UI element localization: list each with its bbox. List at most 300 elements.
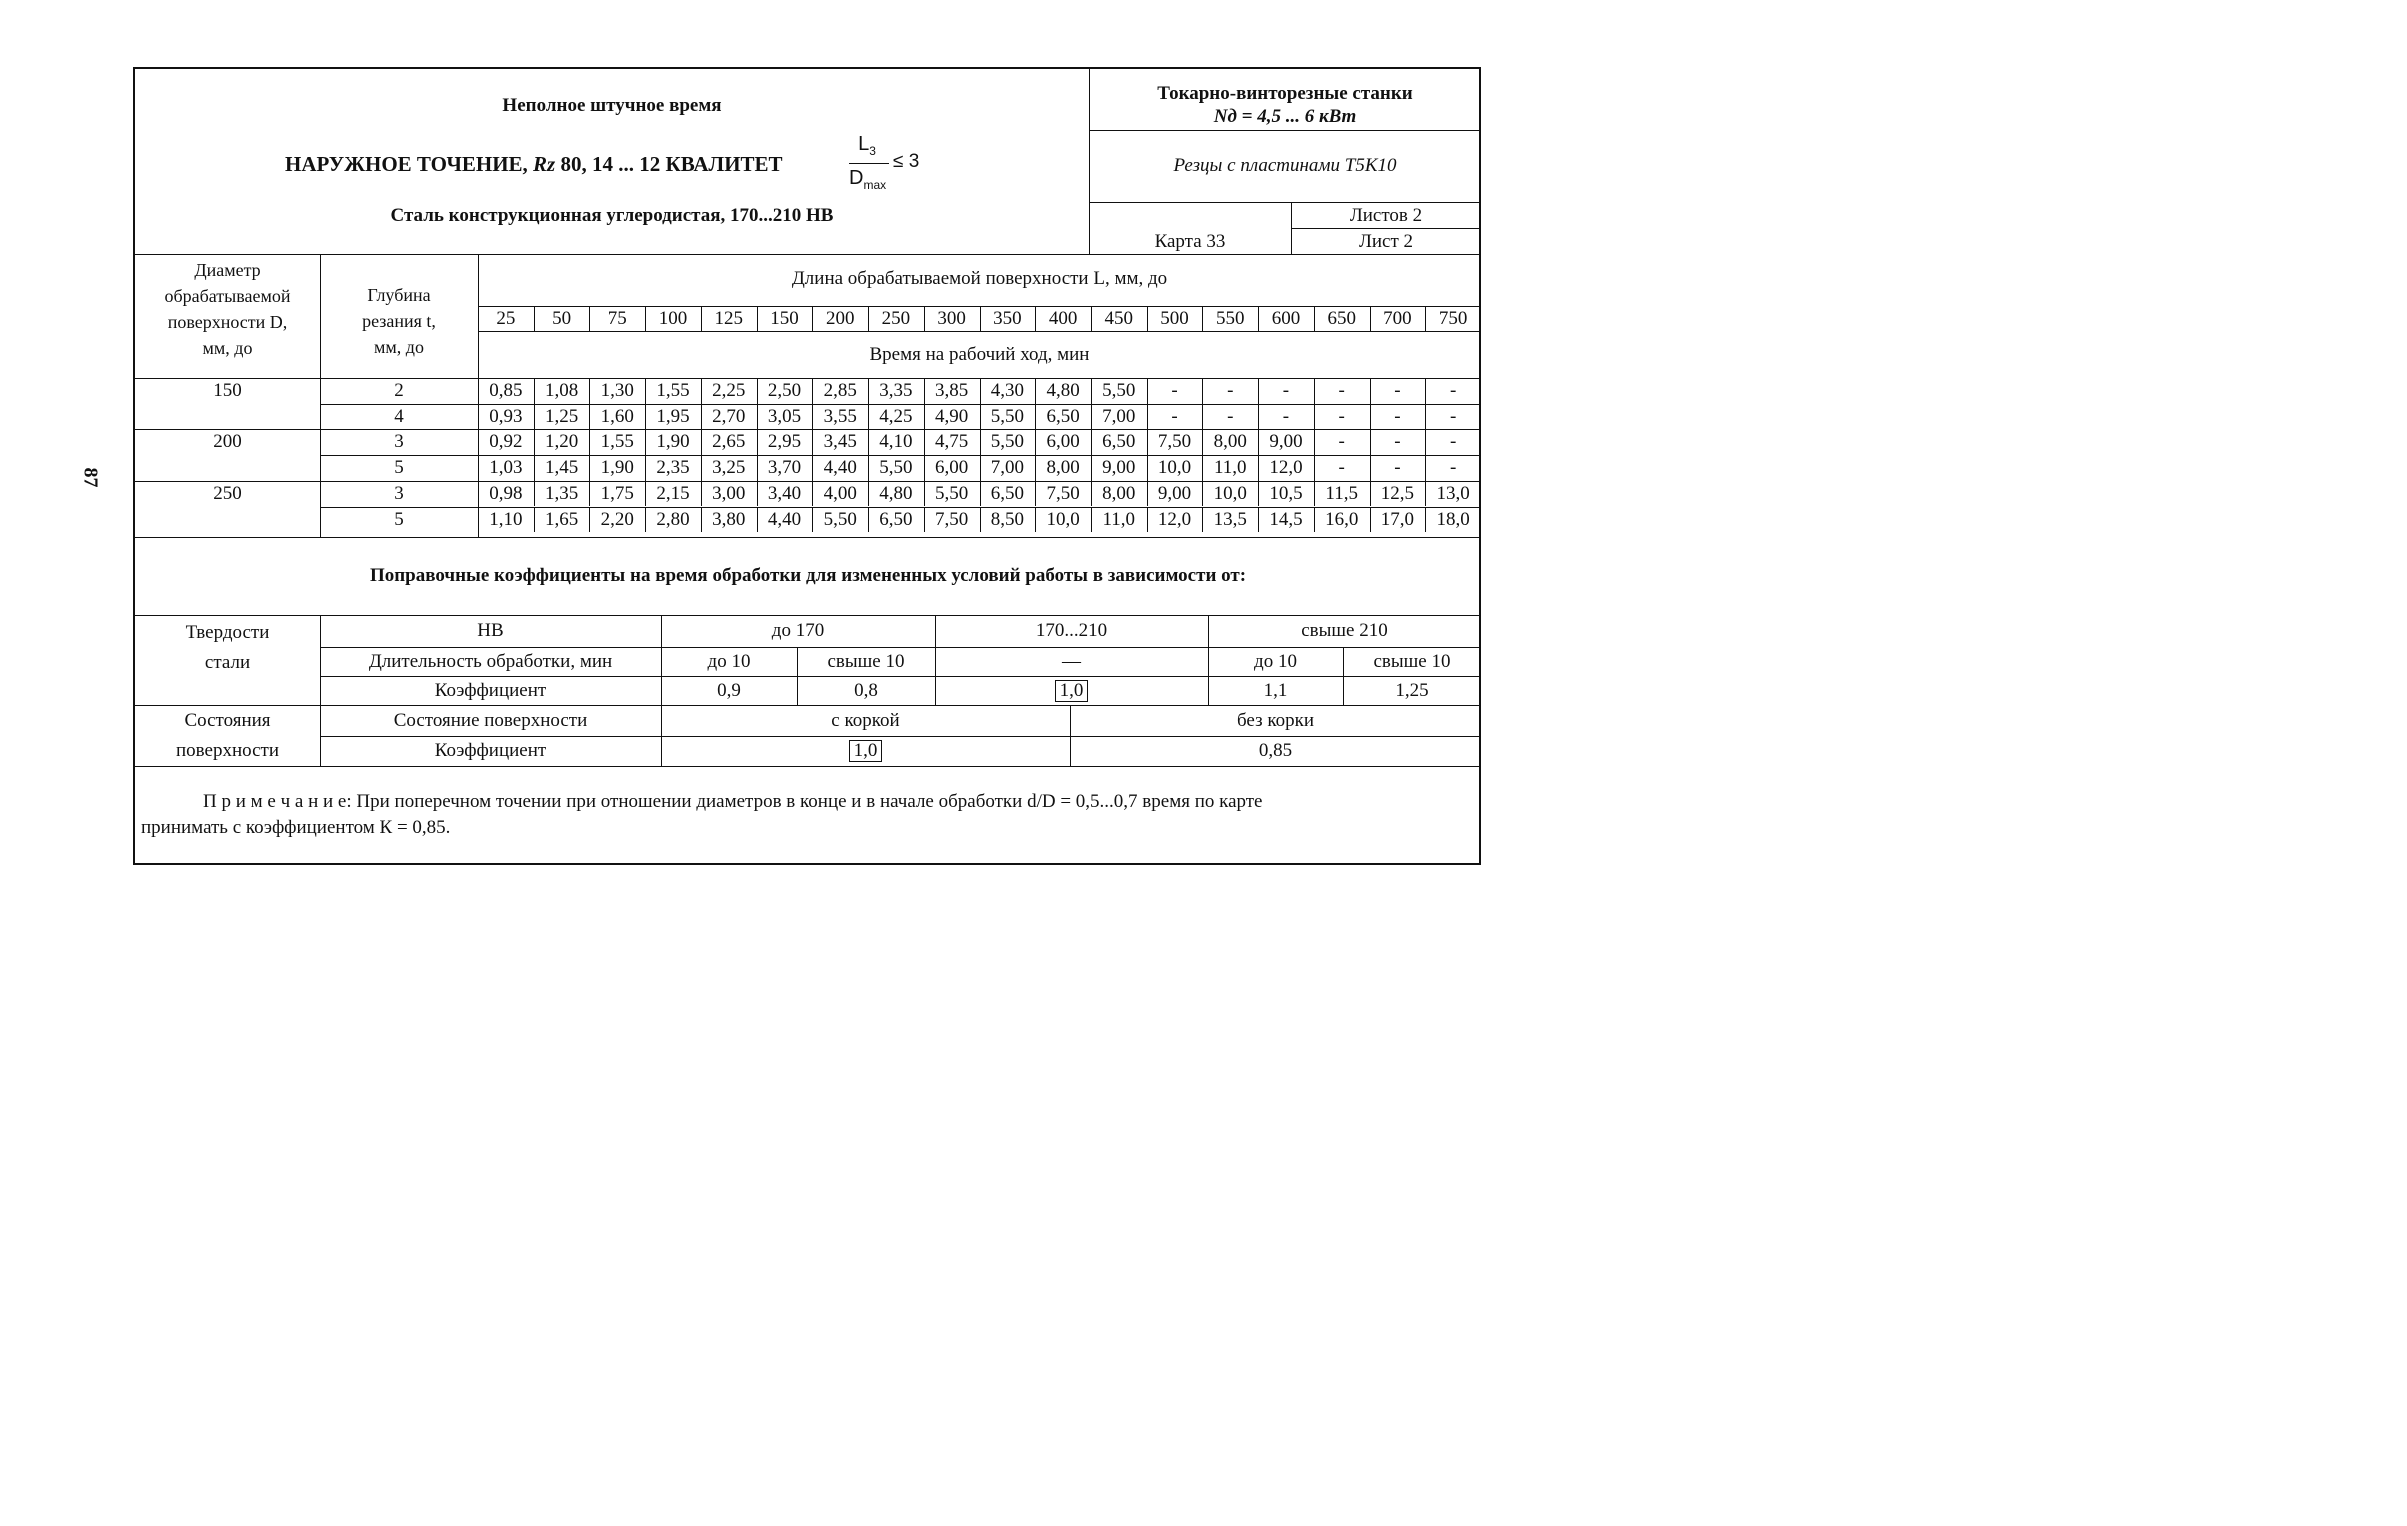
time-value: 1,55 xyxy=(600,431,634,453)
note-prefix: П р и м е ч а н и е xyxy=(203,791,347,812)
time-col-sep xyxy=(1147,429,1148,455)
operation-params: 80, 14 ... 12 КВАЛИТЕТ xyxy=(560,152,783,176)
time-value: 10,0 xyxy=(1213,482,1247,504)
duration-value: свыше 10 xyxy=(827,651,905,672)
line-header-bottom xyxy=(135,254,1481,255)
length-col-sep xyxy=(812,306,813,331)
frac-den-letter: D xyxy=(849,167,864,189)
time-value: 4,25 xyxy=(879,405,913,427)
surface-coef: 0,85 xyxy=(1258,740,1293,761)
time-col-sep xyxy=(868,429,869,455)
time-col-sep xyxy=(1202,378,1203,404)
time-value: - xyxy=(1338,457,1345,479)
depth-value: 5 xyxy=(394,508,404,530)
time-value: 4,75 xyxy=(935,431,969,453)
time-col-sep xyxy=(1425,481,1426,507)
note-line-2: принимать с коэффициентом К = 0,85. xyxy=(141,817,451,838)
time-value: 1,25 xyxy=(544,405,579,427)
time-value: 1,10 xyxy=(489,508,523,530)
time-col-sep xyxy=(1258,481,1259,507)
time-col-sep xyxy=(1035,378,1036,404)
length-col-sep xyxy=(757,306,758,331)
time-col-sep xyxy=(589,378,590,404)
time-value: 1,75 xyxy=(600,482,634,504)
time-col-sep xyxy=(701,378,702,404)
length-value: 500 xyxy=(1160,308,1189,329)
surface-coef-value: 1,0 xyxy=(849,740,883,762)
rz-symbol: Rz xyxy=(533,152,556,176)
time-col-sep xyxy=(589,429,590,455)
time-value: 1,55 xyxy=(656,380,690,401)
length-col-sep xyxy=(1314,306,1315,331)
time-col-sep xyxy=(645,507,646,533)
time-col-sep xyxy=(868,507,869,533)
time-value: 2,15 xyxy=(656,482,690,504)
fraction-line xyxy=(849,163,889,164)
time-col-sep xyxy=(1091,378,1092,404)
page-number: 87 xyxy=(79,467,102,488)
hardness-coef-value: 0,9 xyxy=(717,680,741,701)
time-value: 1,60 xyxy=(600,405,634,427)
length-col-sep xyxy=(924,306,925,331)
length-value: 50 xyxy=(552,308,572,329)
time-col-sep xyxy=(868,455,869,481)
diameter-header-line: Диаметр xyxy=(194,260,261,280)
time-value: 1,65 xyxy=(544,508,579,530)
time-value: 2,35 xyxy=(656,457,690,479)
length-col-sep xyxy=(701,306,702,331)
time-value: 7,00 xyxy=(990,457,1024,479)
time-value: 6,50 xyxy=(990,482,1024,504)
length-col-sep xyxy=(868,306,869,331)
time-col-sep xyxy=(924,507,925,533)
length-col-sep xyxy=(1202,306,1203,331)
time-value: 2,50 xyxy=(767,380,802,401)
time-value: - xyxy=(1282,405,1290,427)
time-value: 5,50 xyxy=(990,431,1024,453)
duration-value: — xyxy=(1062,651,1081,672)
time-value: 3,05 xyxy=(767,405,802,427)
time-col-sep xyxy=(980,455,981,481)
time-col-sep xyxy=(924,455,925,481)
length-value: 75 xyxy=(607,308,627,329)
time-col-sep xyxy=(589,507,590,533)
time-value: - xyxy=(1171,380,1178,401)
ratio-formula xyxy=(847,133,937,199)
time-col-sep xyxy=(812,404,813,430)
hardness-label: стали xyxy=(204,652,251,673)
frac-numerator xyxy=(847,133,887,158)
time-col-sep xyxy=(1258,378,1259,404)
card-number: Карта 33 xyxy=(1154,231,1226,252)
length-value: 250 xyxy=(881,308,911,329)
time-value: - xyxy=(1449,457,1457,479)
time-col-sep xyxy=(1202,455,1203,481)
length-col-sep xyxy=(1035,306,1036,331)
time-col-sep xyxy=(1091,429,1092,455)
hardness-coef xyxy=(797,679,935,703)
hardness-coef-value: 1,0 xyxy=(1055,680,1089,702)
time-col-sep xyxy=(1425,378,1426,404)
line-table-bottom xyxy=(135,537,1481,538)
time-col-sep xyxy=(589,481,590,507)
time-col-sep xyxy=(1314,481,1315,507)
time-col-sep xyxy=(757,429,758,455)
time-value: 1,03 xyxy=(489,457,523,479)
time-col-sep xyxy=(1035,455,1036,481)
time-value: 1,35 xyxy=(544,482,579,504)
time-value: - xyxy=(1449,405,1457,427)
time-col-sep xyxy=(812,507,813,533)
material-title: Сталь конструкционная углеродистая, 170...210 НВ xyxy=(390,205,834,226)
length-col-sep xyxy=(1370,306,1371,331)
length-value: 150 xyxy=(770,308,799,329)
time-col-sep xyxy=(1258,429,1259,455)
duration-label: Длительность обработки, мин xyxy=(368,651,613,672)
time-col-sep xyxy=(924,404,925,430)
time-value: 2,25 xyxy=(712,380,746,401)
depth-header-line: мм, до xyxy=(374,337,424,357)
time-col-sep xyxy=(1425,455,1426,481)
length-value: 200 xyxy=(825,308,855,329)
time-col-sep xyxy=(812,481,813,507)
time-col-sep xyxy=(1425,429,1426,455)
time-value: 1,90 xyxy=(656,431,690,453)
header-line-2 xyxy=(1089,202,1481,203)
corr-row-sep xyxy=(320,736,1481,737)
time-value: - xyxy=(1338,431,1345,453)
time-value: 11,0 xyxy=(1102,508,1136,530)
depth-value: 3 xyxy=(394,482,404,504)
time-value: 3,45 xyxy=(823,431,857,453)
time-col-sep xyxy=(1035,481,1036,507)
hardness-coef-value: 1,25 xyxy=(1395,680,1429,701)
time-col-sep xyxy=(1147,455,1148,481)
time-value: - xyxy=(1227,380,1234,401)
length-col-sep xyxy=(980,306,981,331)
time-value: - xyxy=(1394,405,1401,427)
diameter-value: 150 xyxy=(213,380,242,401)
time-value: 10,5 xyxy=(1269,482,1303,504)
time-value: 1,95 xyxy=(656,405,690,427)
time-value: - xyxy=(1171,405,1178,427)
time-col-sep xyxy=(701,429,702,455)
depth-header-line: резания t, xyxy=(362,311,436,331)
time-col-sep xyxy=(1202,507,1203,533)
length-value: 550 xyxy=(1215,308,1245,329)
time-col-sep xyxy=(1091,404,1092,430)
duration-value: до 10 xyxy=(1254,651,1297,672)
time-col-sep xyxy=(534,481,535,507)
time-col-sep xyxy=(1147,481,1148,507)
time-value: 5,50 xyxy=(990,405,1024,427)
time-value: 12,5 xyxy=(1380,482,1415,504)
surface-label: поверхности xyxy=(175,740,279,761)
time-value: 3,25 xyxy=(712,457,746,479)
time-col-sep xyxy=(1035,507,1036,533)
sheets-total: Листов 2 xyxy=(1349,205,1423,226)
time-value: 8,50 xyxy=(990,508,1024,530)
time-value: 2,80 xyxy=(656,508,690,530)
time-value: 1,30 xyxy=(600,380,634,401)
time-col-sep xyxy=(1147,378,1148,404)
note-line-1 xyxy=(203,791,1263,813)
time-value: 1,90 xyxy=(600,457,634,479)
length-value: 650 xyxy=(1327,308,1356,329)
time-value: 6,50 xyxy=(1046,405,1080,427)
time-value: 18,0 xyxy=(1436,508,1470,530)
length-value: 400 xyxy=(1048,308,1078,329)
time-value: - xyxy=(1394,431,1401,453)
time-col-sep xyxy=(1258,507,1259,533)
time-value: 12,0 xyxy=(1157,508,1192,530)
time-value: 4,10 xyxy=(879,431,913,453)
time-value: 8,00 xyxy=(1102,482,1136,504)
diameter-value: 250 xyxy=(213,482,242,504)
time-value: 13,5 xyxy=(1213,508,1247,530)
time-col-sep xyxy=(1091,481,1092,507)
corr-row-sep xyxy=(320,676,1481,677)
time-col-sep xyxy=(1314,404,1315,430)
time-value: 5,50 xyxy=(935,482,969,504)
note-text: : При поперечном точении при отношении диаметров в конце и в начале обработки d/D = 0,5...0,7 время по карте xyxy=(346,791,1263,812)
time-value: - xyxy=(1394,457,1401,479)
time-value: 3,00 xyxy=(712,482,746,504)
corr-row-sep xyxy=(135,705,1481,706)
time-value: 5,50 xyxy=(1102,380,1136,401)
time-value: 3,80 xyxy=(712,508,746,530)
time-value: 2,70 xyxy=(712,405,746,427)
time-value: 11,5 xyxy=(1325,482,1358,504)
time-col-sep xyxy=(534,378,535,404)
frac-condition: ≤ 3 xyxy=(893,151,920,172)
time-col-sep xyxy=(757,455,758,481)
time-col-sep xyxy=(1258,404,1259,430)
length-value: 125 xyxy=(714,308,743,329)
length-header: Длина обрабатываемой поверхности L, мм, до xyxy=(791,268,1168,289)
time-value: 8,00 xyxy=(1213,431,1247,453)
time-col-sep xyxy=(645,404,646,430)
diameter-header-line: мм, до xyxy=(202,338,253,358)
time-col-sep xyxy=(812,429,813,455)
time-col-sep xyxy=(757,378,758,404)
header-title: Неполное штучное время xyxy=(502,95,722,116)
time-value: - xyxy=(1282,380,1290,401)
time-value: 13,0 xyxy=(1436,482,1470,504)
time-col-sep xyxy=(924,481,925,507)
length-col-sep xyxy=(1147,306,1148,331)
corrections-title: Поправочные коэффициенты на время обработки для измененных условий работы в зависимости от: xyxy=(369,565,1247,586)
time-value: - xyxy=(1449,431,1457,453)
time-col-sep xyxy=(1202,429,1203,455)
diameter-value: 200 xyxy=(213,431,242,453)
time-col-sep xyxy=(1091,455,1092,481)
time-value: - xyxy=(1338,380,1345,401)
length-value: 25 xyxy=(496,308,516,329)
time-value: 4,00 xyxy=(823,482,857,504)
norm-card xyxy=(133,67,1481,865)
time-value: 5,50 xyxy=(879,457,913,479)
time-col-sep xyxy=(534,429,535,455)
time-value: 6,00 xyxy=(935,457,969,479)
time-col-sep xyxy=(868,404,869,430)
time-value: 1,20 xyxy=(544,431,579,453)
time-col-sep xyxy=(534,404,535,430)
time-col-sep xyxy=(1091,507,1092,533)
time-col-sep xyxy=(1314,378,1315,404)
operation-name: НАРУЖНОЕ ТОЧЕНИЕ, xyxy=(285,152,528,176)
time-value: - xyxy=(1449,380,1457,401)
depth-header-line: Глубина xyxy=(367,285,431,305)
time-value: 0,85 xyxy=(489,380,523,401)
surface-state: без корки xyxy=(1236,710,1314,731)
length-col-sep xyxy=(1091,306,1092,331)
time-col-sep xyxy=(1147,507,1148,533)
time-col-sep xyxy=(701,455,702,481)
depth-value: 4 xyxy=(394,405,404,427)
time-col-sep xyxy=(1314,455,1315,481)
frac-num-sub: 3 xyxy=(869,144,876,158)
length-value: 300 xyxy=(937,308,966,329)
hardness-coef xyxy=(935,679,1208,703)
surface-coef-label: Коэффициент xyxy=(434,740,547,761)
time-col-sep xyxy=(1370,481,1371,507)
time-value: 0,98 xyxy=(489,482,523,504)
time-col-sep xyxy=(1202,404,1203,430)
depth-value: 3 xyxy=(394,431,404,453)
time-value: 4,80 xyxy=(879,482,913,504)
time-value: 6,50 xyxy=(1102,431,1136,453)
time-header: Время на рабочий ход, мин xyxy=(869,344,1090,365)
corr-row-sep xyxy=(320,647,1481,648)
time-value: 5,50 xyxy=(823,508,857,530)
length-value: 700 xyxy=(1383,308,1412,329)
time-col-sep xyxy=(534,455,535,481)
time-col-sep xyxy=(980,404,981,430)
hardness-label: Твердости xyxy=(185,622,270,643)
time-value: 7,00 xyxy=(1102,405,1136,427)
time-col-sep xyxy=(1202,481,1203,507)
coef-label: Коэффициент xyxy=(434,680,547,701)
time-value: 9,00 xyxy=(1269,431,1303,453)
duration-value: до 10 xyxy=(707,651,751,672)
time-value: 1,45 xyxy=(544,457,579,479)
time-col-sep xyxy=(1370,507,1371,533)
time-value: 7,50 xyxy=(935,508,969,530)
time-col-sep xyxy=(645,378,646,404)
time-value: 4,80 xyxy=(1046,380,1080,401)
time-value: 1,08 xyxy=(544,380,579,401)
time-value: 4,30 xyxy=(990,380,1024,401)
tool-type: Резцы с пластинами Т5К10 xyxy=(1173,155,1397,176)
length-col-sep xyxy=(589,306,590,331)
time-col-sep xyxy=(1425,404,1426,430)
hb-label: НВ xyxy=(477,620,504,641)
time-col-sep xyxy=(868,481,869,507)
time-value: 0,92 xyxy=(489,431,523,453)
time-value: 9,00 xyxy=(1102,457,1136,479)
time-col-sep xyxy=(1370,455,1371,481)
time-value: 12,0 xyxy=(1269,457,1303,479)
line-corr-top xyxy=(135,615,1481,616)
time-value: 2,20 xyxy=(600,508,634,530)
time-col-sep xyxy=(980,481,981,507)
hb-range: до 170 xyxy=(771,620,825,641)
hardness-coef xyxy=(1343,679,1481,703)
time-col-sep xyxy=(645,481,646,507)
time-value: 3,70 xyxy=(767,457,802,479)
time-col-sep xyxy=(924,378,925,404)
hb-range: свыше 210 xyxy=(1301,620,1388,641)
time-value: 10,0 xyxy=(1157,457,1192,479)
hardness-coef-value: 1,1 xyxy=(1263,680,1288,701)
time-value: 3,85 xyxy=(935,380,969,401)
hb-range: 170...210 xyxy=(1035,620,1108,641)
time-value: 6,50 xyxy=(879,508,913,530)
time-value: 0,93 xyxy=(489,405,523,427)
surface-coef xyxy=(661,739,1070,763)
time-col-sep xyxy=(1370,429,1371,455)
time-value: 17,0 xyxy=(1380,508,1415,530)
time-col-sep xyxy=(812,378,813,404)
time-col-sep xyxy=(589,455,590,481)
time-col-sep xyxy=(980,507,981,533)
surface-state: с коркой xyxy=(831,710,900,731)
time-value: 3,35 xyxy=(879,380,913,401)
time-col-sep xyxy=(645,455,646,481)
time-value: - xyxy=(1394,380,1401,401)
hardness-coef xyxy=(1208,679,1343,703)
time-value: 6,00 xyxy=(1046,431,1080,453)
frac-den-sub: max xyxy=(863,178,887,192)
time-col-sep xyxy=(757,507,758,533)
header-line-4 xyxy=(1291,228,1481,229)
time-value: 4,40 xyxy=(767,508,802,530)
time-col-sep xyxy=(868,378,869,404)
time-col-sep xyxy=(1147,404,1148,430)
line-length-bottom xyxy=(478,331,1481,332)
time-col-sep xyxy=(1035,429,1036,455)
frac-num-letter: L xyxy=(858,133,870,155)
length-col-sep xyxy=(534,306,535,331)
time-col-sep xyxy=(645,429,646,455)
time-value: 9,00 xyxy=(1157,482,1192,504)
depth-value: 2 xyxy=(394,380,404,401)
time-col-sep xyxy=(757,481,758,507)
line-corr-bottom xyxy=(135,766,1481,767)
hardness-coef xyxy=(661,679,797,703)
surface-state-label: Состояние поверхности xyxy=(393,710,588,731)
machine-type: Токарно-винторезные станки xyxy=(1157,83,1413,104)
time-value: - xyxy=(1338,405,1345,427)
hardness-coef-value: 0,8 xyxy=(854,680,878,701)
time-col-sep xyxy=(1370,404,1371,430)
length-value: 750 xyxy=(1438,308,1468,329)
time-value: 3,55 xyxy=(823,405,857,427)
time-value: - xyxy=(1227,405,1234,427)
depth-value: 5 xyxy=(394,457,404,479)
time-value: 3,40 xyxy=(767,482,802,504)
length-col-sep xyxy=(645,306,646,331)
time-col-sep xyxy=(1314,429,1315,455)
time-col-sep xyxy=(1370,378,1371,404)
time-col-sep xyxy=(701,481,702,507)
length-value: 450 xyxy=(1104,308,1134,329)
time-value: 7,50 xyxy=(1046,482,1080,504)
surface-label: Состояния xyxy=(184,710,271,731)
time-value: 2,95 xyxy=(767,431,802,453)
time-col-sep xyxy=(924,429,925,455)
